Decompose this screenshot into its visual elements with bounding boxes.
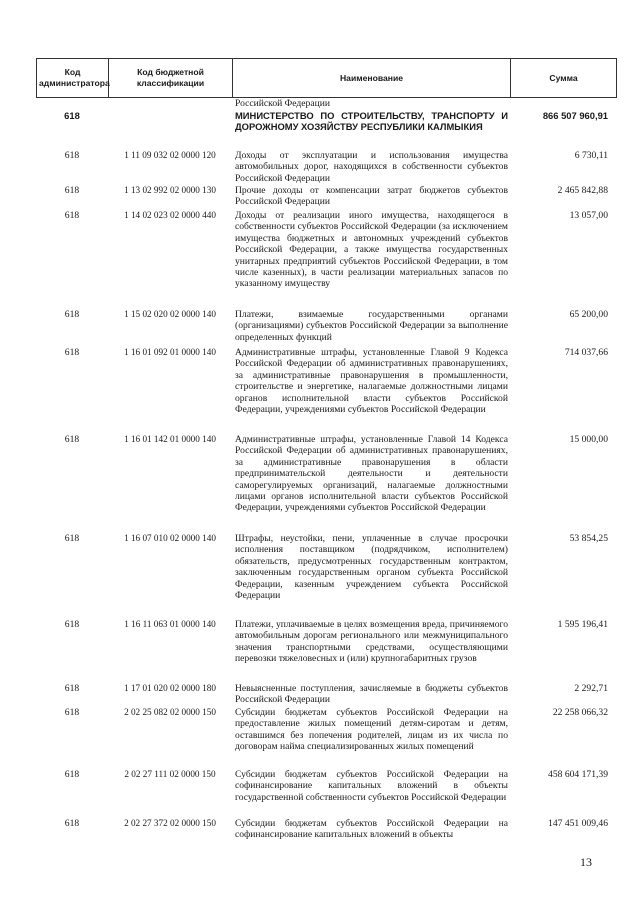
table-header bbox=[36, 58, 617, 98]
row-name: Платежи, уплачиваемые в целях возмещения вреда, причиняемого автомобильным дорогам регионального или межмуниципального значения транспортными средствами, осуществляющими перевозки тяжеловесных и (или) крупногабаритных грузов bbox=[235, 619, 508, 665]
row-sum: 1 595 196,41 bbox=[557, 619, 608, 630]
ministry-sum: 866 507 960,91 bbox=[542, 110, 608, 121]
budget-code: 1 15 02 020 02 0000 140 bbox=[124, 309, 216, 319]
budget-code: 2 02 25 082 02 0000 150 bbox=[124, 707, 216, 717]
row-name: Субсидии бюджетам субъектов Российской Федерации на софинансирование капитальных вложений в объекты государственной собственности субъектов Российской Федерации bbox=[235, 769, 508, 803]
row-sum: 13 057,00 bbox=[569, 210, 608, 221]
budget-code: 1 16 07 010 02 0000 140 bbox=[124, 533, 216, 543]
admin-code: 618 bbox=[64, 769, 80, 780]
row-name: Административные штрафы, установленные Главой 14 Кодекса Российской Федерации об административных правонарушениях, за административные правонарушения в области предпринимательской деятельности и деятельности саморегулируемых организаций, налагаемые должностными лицами органов исполнительной власти субъектов Российской Федерации, учреждениями субъектов Российской Федерации bbox=[235, 434, 508, 514]
row-name: Доходы от эксплуатации и использования имущества автомобильных дорог, находящихся в собственности субъектов Российской Федерации bbox=[235, 150, 508, 184]
row-name: Доходы от реализации иного имущества, находящегося в собственности субъектов Российской Федерации (за исключением имущества бюджетных и автономных учреждений субъектов Российской Федерации, а также имущества государственных унитарных предприятий субъектов Российской Федерации, в том числе казенных), в части реализации материальных запасов по указанному имуществу bbox=[235, 210, 508, 290]
budget-code: 1 16 01 092 01 0000 140 bbox=[124, 347, 216, 357]
row-name: Административные штрафы, установленные Главой 9 Кодекса Российской Федерации об административных правонарушениях, за административные правонарушения в промышленности, строительстве и энергетике, налагаемые должностными лицами органов исполнительной власти субъектов Российской Федерации, учреждениями субъектов Российской Федерации bbox=[235, 347, 508, 416]
admin-code: 618 bbox=[64, 818, 80, 829]
row-sum: 2 465 842,88 bbox=[557, 185, 608, 196]
budget-code: 1 13 02 992 02 0000 130 bbox=[124, 185, 216, 195]
row-sum: 22 258 066,32 bbox=[552, 707, 608, 718]
row-name: Штрафы, неустойки, пени, уплаченные в случае просрочки исполнения поставщиком (подрядчиком, исполнителем) обязательств, предусмотренных государственным контрактом, заключенным государственным органом субъекта Российской Федерации, казенным учреждением субъекта Российской Федерации bbox=[235, 533, 508, 602]
admin-code: 618 bbox=[64, 347, 80, 358]
admin-code: 618 bbox=[64, 150, 80, 161]
ministry-code: 618 bbox=[64, 110, 80, 121]
row-sum: 6 730,11 bbox=[574, 150, 608, 161]
budget-code: 2 02 27 111 02 0000 150 bbox=[124, 769, 216, 779]
budget-code: 1 16 01 142 01 0000 140 bbox=[124, 434, 216, 444]
admin-code: 618 bbox=[64, 309, 80, 320]
budget-code: 1 11 09 032 02 0000 120 bbox=[124, 150, 216, 160]
budget-code: 1 16 11 063 01 0000 140 bbox=[124, 619, 216, 629]
admin-code: 618 bbox=[64, 533, 80, 544]
row-sum: 2 292,71 bbox=[574, 683, 608, 694]
header-name: Наименование bbox=[233, 59, 511, 98]
budget-code: 1 14 02 023 02 0000 440 bbox=[124, 210, 216, 220]
admin-code: 618 bbox=[64, 707, 80, 718]
row-sum: 65 200,00 bbox=[569, 309, 608, 320]
row-name: Субсидии бюджетам субъектов Российской Федерации на предоставление жилых помещений детям-сиротам и детям, оставшимся без попечения родителей, лицам из их числа по договорам найма специализированных жилых помещений bbox=[235, 707, 508, 753]
row-sum: 714 037,66 bbox=[564, 347, 608, 358]
header-sum: Сумма bbox=[511, 59, 617, 98]
row-name: Субсидии бюджетам субъектов Российской Федерации на софинансирование капитальных вложений в объекты bbox=[235, 818, 508, 841]
row-sum: 147 451 009,46 bbox=[548, 818, 608, 829]
admin-code: 618 bbox=[64, 210, 80, 221]
header-budget-code: Код бюджетной классификации bbox=[109, 59, 233, 98]
top-fragment: Российской Федерации bbox=[235, 98, 330, 109]
admin-code: 618 bbox=[64, 683, 80, 694]
row-name: Невыясненные поступления, зачисляемые в бюджеты субъектов Российской Федерации bbox=[235, 683, 508, 706]
admin-code: 618 bbox=[64, 185, 80, 196]
admin-code: 618 bbox=[64, 434, 80, 445]
ministry-name: МИНИСТЕРСТВО ПО СТРОИТЕЛЬСТВУ, ТРАНСПОРТУ И ДОРОЖНОМУ ХОЗЯЙСТВУ РЕСПУБЛИКИ КАЛМЫКИЯ bbox=[235, 110, 508, 133]
row-name: Платежи, взимаемые государственными органами (организациями) субъектов Российской Федерации за выполнение определенных функций bbox=[235, 309, 508, 343]
budget-code: 2 02 27 372 02 0000 150 bbox=[124, 818, 216, 828]
row-sum: 15 000,00 bbox=[569, 434, 608, 445]
row-sum: 458 604 171,39 bbox=[548, 769, 608, 780]
budget-code: 1 17 01 020 02 0000 180 bbox=[124, 683, 216, 693]
row-sum: 53 854,25 bbox=[569, 533, 608, 544]
page-number: 13 bbox=[580, 855, 592, 869]
admin-code: 618 bbox=[64, 619, 80, 630]
header-admin-code: Код администратора bbox=[37, 59, 109, 98]
row-name: Прочие доходы от компенсации затрат бюджетов субъектов Российской Федерации bbox=[235, 185, 508, 208]
